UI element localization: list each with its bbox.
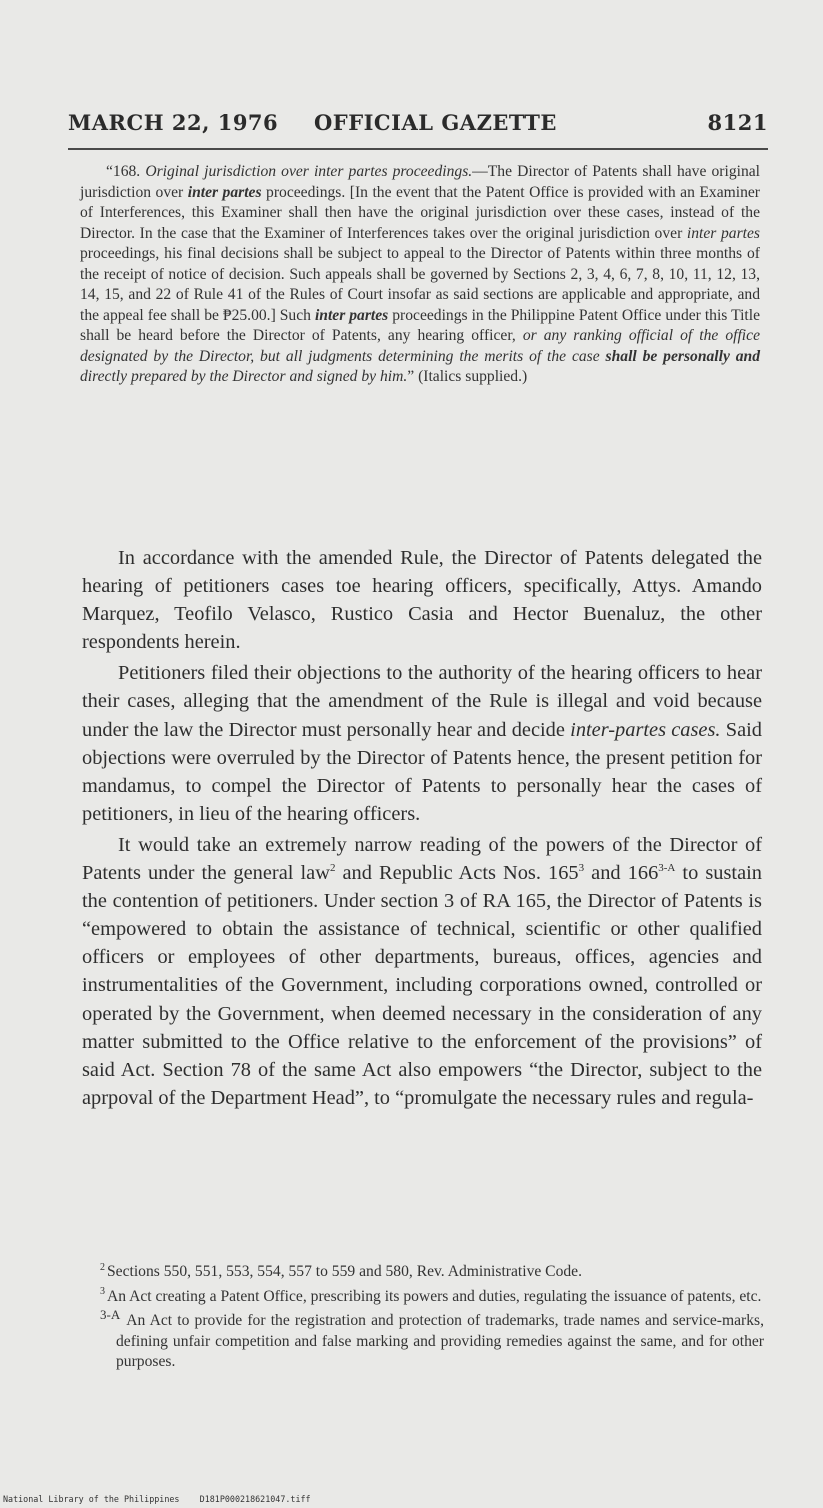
header-date: MARCH 22, 1976 <box>68 110 279 135</box>
footnote-ref: 3-A <box>658 862 676 875</box>
header-rule <box>68 148 768 150</box>
quoted-rule-block <box>80 162 760 388</box>
body-paragraph-1: In accordance with the amended Rule, the Director of Patents delegated the hearing of petitioners cases toe hearing officers, specifically, Attys. Amando Marquez, Teofilo Velasco, Rustico Casia and Hector Buenaluz, the other respondents herein. <box>82 547 762 654</box>
footnote-text: Sections 550, 551, 553, 554, 557 to 559 and 580, Rev. Administrative Code. <box>107 1263 582 1280</box>
footnote-text: An Act creating a Patent Office, prescribing its powers and duties, regulating the issuance of patents, etc. <box>107 1287 762 1305</box>
quote-segment: ” (Italics supplied.) <box>407 368 528 385</box>
body-text-run: Petitioners filed their objections to the authority of the hearing officers to hear their cases, alleging that the amendment of the Rule is illegal and void because under the law the Director must personally hear and decide <box>82 662 762 741</box>
quote-segment: —The Director of Patents shall have original jurisdiction over <box>80 163 760 201</box>
quote-segment: Original jurisdiction over inter partes proceedings. <box>145 163 473 180</box>
footnotes <box>100 1262 764 1377</box>
quote-segment: inter partes <box>314 306 389 324</box>
footnote-ref: 2 <box>329 862 336 875</box>
body-text-run: and Republic Acts Nos. 165 <box>335 862 579 885</box>
header-page-number: 8121 <box>707 110 768 135</box>
body-text-run: It would take an extremely narrow reading of the powers of the Director of Patents under the general law <box>82 833 762 885</box>
footnote-text: An Act to provide for the registration and protection of trademarks, trade names and service-marks, defining unfair competition and false marking and providing remedies against the same, and for other purposes. <box>116 1312 764 1370</box>
quote-segment: inter partes <box>187 183 262 201</box>
watermark-source: National Library of the Philippines <box>3 1494 180 1504</box>
footnote-ref: 3 <box>578 862 585 875</box>
quote-segment: shall be personally and <box>605 347 760 365</box>
quote-segment: or any ranking official of the office designated by the Director, but all judgments determining the merits of the case <box>80 327 760 365</box>
footnote <box>100 1287 764 1308</box>
body-text <box>82 544 762 1115</box>
watermark-file: D181P000218621047.tiff <box>199 1494 311 1504</box>
footnote <box>100 1262 764 1283</box>
body-italic-run: inter-partes cases. <box>570 718 721 741</box>
quote-segment: proceedings. [In the event that the Patent Office is provided with an Examiner of Interferences, this Examiner shall then have the original jurisdiction over these cases, instead of the Director. In the case that the Examiner of Interferences takes over the original jurisdiction over <box>80 183 761 242</box>
footnote-mark: 3 <box>100 1286 105 1298</box>
quote-segment: inter partes <box>686 224 760 242</box>
quote-segment: proceedings in the Philippine Patent Office under this Title shall be heard before the Director of Patents, any hearing officer, <box>80 306 760 344</box>
footnote-mark: 3-A <box>100 1306 121 1322</box>
quote-segment: directly prepared by the Director and signed by him. <box>80 368 408 385</box>
body-paragraph-2 <box>82 659 762 828</box>
footnote <box>100 1306 764 1373</box>
page-header <box>68 110 768 140</box>
body-text-run: and 166 <box>584 862 659 885</box>
quoted-rule-paragraph <box>80 162 760 388</box>
quote-segment: proceedings, his final decisions shall be subject to appeal to the Director of Patents within three months of the receipt of notice of decision. Such appeals shall be governed by Sections 2, 3, 4, 6, 7, 8, 10, 11, 12, 13, 14, 15, and 22 of Rule 41 of the Rules of Court insofar as said sections are applicable and appropriate, and the appeal fee shall be ₱25.00.] Such <box>80 245 760 324</box>
body-text-run: to sustain the contention of petitioners. Under section 3 of RA 165, the Director of Patents is “empowered to obtain the assistance of technical, scientific or other qualified officers or employees of other departments, bureaus, offices, agencies and instrumentalities of the Government, including corporations owned, controlled or operated by the Government, when deemed necessary in the consideration of any matter submitted to the Office relative to the enforcement of the provisions” of said Act. Section 78 of the same Act also empowers “the Director, subject to the aprpoval of the Department Head”, to “promulgate the necessary rules and regula- <box>82 862 763 1109</box>
footnote-mark: 2 <box>100 1261 105 1273</box>
scan-source-watermark <box>3 1494 311 1504</box>
header-title: OFFICIAL GAZETTE <box>314 110 557 135</box>
body-paragraph-3 <box>82 831 762 1112</box>
quote-segment: “168. <box>106 163 146 180</box>
body-text-run: Said objections were overruled by the Director of Patents hence, the present petition for mandamus, to compel the Director of Patents to personally hear the cases of petitioners, in lieu of the hearing officers. <box>82 718 762 825</box>
